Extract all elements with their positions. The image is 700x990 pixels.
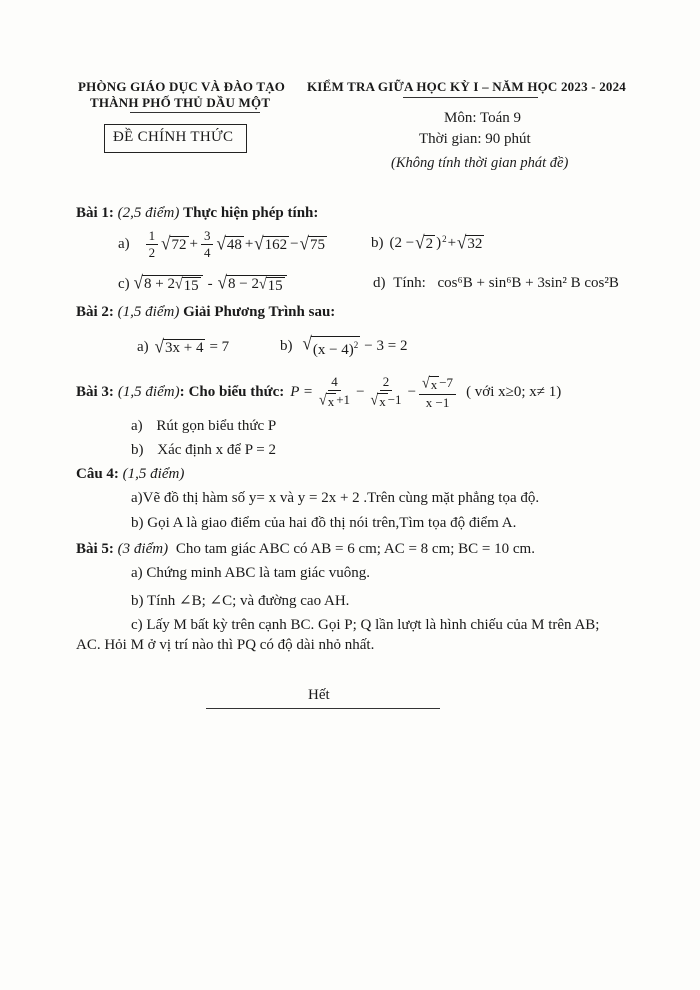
radicand: 2 <box>425 236 434 252</box>
fraction-1 <box>316 375 353 410</box>
cau4-points: (1,5 điểm) <box>122 466 185 482</box>
bai5-c-line2: AC. Hỏi M ở vị trí nào thì PQ có độ dài nhỏ nhất. <box>76 637 375 653</box>
sqrt-outer-1: √ 8 + 2 √ 15 <box>134 274 203 294</box>
denominator: 2 <box>148 244 156 260</box>
radicand-base: (x − 4) <box>312 341 354 358</box>
bai1-d-text: Tính: <box>393 275 426 291</box>
cau4-b: b) Gọi A là giao điểm của hai đồ thị nói trên,Tìm tọa độ điểm A. <box>131 515 517 531</box>
bai5-b: b) Tính ∠B; ∠C; và đường cao AH. <box>131 593 350 609</box>
bai1-a-expression <box>144 229 327 260</box>
bai2-points: (1,5 điểm) <box>117 304 180 320</box>
sqrt-15: √ 15 <box>174 276 199 294</box>
radicand: 15 <box>183 278 199 294</box>
bai1-points: (2,5 điểm) <box>117 205 180 221</box>
radicand: 72 <box>171 237 187 253</box>
radicand: 162 <box>264 237 288 253</box>
radicand: 32 <box>467 236 483 252</box>
paren-open: (2 − <box>389 234 415 251</box>
department-line-2: THÀNH PHỐ THỦ DẦU MỘT <box>90 95 271 110</box>
bai1-task: Thực hiện phép tính: <box>183 205 319 221</box>
bai2-b-label: b) <box>280 337 293 354</box>
plus-sign: + <box>244 235 254 252</box>
bai2-b <box>280 332 407 360</box>
bai3-b-text: Xác định x để P = 2 <box>157 442 276 458</box>
fraction-3 <box>419 375 456 410</box>
bai3-task: Cho biểu thức: <box>188 383 285 400</box>
cau4-a: a)Vẽ đồ thị hàm số y= x và y = 2x + 2 .Trên cùng mặt phẳng tọa độ. <box>131 490 540 506</box>
duration: Thời gian: 90 phút <box>419 131 531 147</box>
bai2-task: Giải Phương Trình sau: <box>183 304 336 320</box>
bai1-b-expression <box>390 234 485 252</box>
radicand: x <box>430 376 438 392</box>
exponent: 2 <box>353 339 359 350</box>
bai3-expression <box>290 375 458 410</box>
rhs: − 3 = 2 <box>364 337 408 354</box>
bai5-heading <box>76 541 535 558</box>
sqrt-3x-plus-4: √ 3x + 4 <box>154 336 204 357</box>
numerator: 4 <box>328 375 341 391</box>
fraction <box>146 229 159 260</box>
sqrt-15: √ 15 <box>258 276 283 294</box>
bai5-a: a) Chứng minh ABC là tam giác vuông. <box>131 565 370 581</box>
bai1-d-expression: cos⁶B + sin⁶B + 3sin² B cos²B <box>437 275 619 291</box>
bai2-title: Bài 2: <box>76 304 114 320</box>
department-line-1: PHÒNG GIÁO DỤC VÀ ĐÀO TẠO <box>78 79 286 94</box>
bai3-heading: Bài 3: (1,5 điểm) : Cho biểu thức: P = 4 √ x +1 − 2 √ x −1 − √ x −7 x −1 ( với x≥0; x≠ 1) <box>76 373 562 410</box>
bai2-a-expression <box>155 338 230 356</box>
header-underline-right <box>403 97 538 98</box>
den-tail: −1 <box>387 391 402 407</box>
bai1-b <box>371 230 484 256</box>
official-label: ĐỀ CHÍNH THỨC <box>113 129 234 145</box>
bai5-task: Cho tam giác ABC có AB = 6 cm; AC = 8 cm; BC = 10 cm. <box>175 541 535 557</box>
bai5-c-line1: c) Lấy M bất kỳ trên cạnh BC. Gọi P; Q lần lượt là hình chiếu của M trên AB; <box>131 617 600 633</box>
paren-close: ) <box>436 234 442 251</box>
radicand <box>226 275 287 294</box>
p-label: P = <box>290 383 314 400</box>
radicand: x <box>379 393 386 409</box>
num-tail: −7 <box>439 374 454 390</box>
denominator: x −1 <box>425 394 450 410</box>
bai2-b-expression <box>302 332 408 358</box>
denominator: √ x −1 <box>370 391 402 409</box>
radicand <box>142 275 203 294</box>
bai3-condition: ( với x≥0; x≠ 1) <box>466 383 562 400</box>
fraction-2 <box>368 375 405 410</box>
bai1-c-expression <box>133 271 287 294</box>
radicand-part: 8 − 2 <box>228 276 259 292</box>
bai1-c-label: c) <box>118 275 130 292</box>
fraction <box>201 229 214 260</box>
header-underline-left <box>130 112 260 113</box>
bai3-b <box>131 442 276 459</box>
exponent: 2 <box>442 234 447 244</box>
numerator: 1 <box>146 229 159 245</box>
exam-title: KIỂM TRA GIỮA HỌC KỲ I – NĂM HỌC 2023 - 2024 <box>307 79 627 94</box>
bai3-a <box>131 418 276 435</box>
denominator: 4 <box>203 244 211 260</box>
radicand: 3x + 4 <box>165 340 204 356</box>
bai1-d-label: d) <box>373 275 386 291</box>
sqrt-outer-2: √ 8 − 2 √ 15 <box>218 274 287 294</box>
minus-sign: − <box>407 383 417 400</box>
subject: Môn: Toán 9 <box>444 110 522 126</box>
bai5-title: Bài 5: <box>76 541 114 557</box>
cau4-heading <box>76 466 184 483</box>
bai1-heading <box>76 205 318 222</box>
radicand-part: 8 + 2 <box>144 276 175 292</box>
minus-sign: − <box>290 235 299 252</box>
sqrt-32: √ 32 <box>457 232 483 253</box>
bai2-a-label: a) <box>137 338 149 355</box>
sqrt-2: √ 2 <box>415 232 434 253</box>
bai1-title: Bài 1: <box>76 205 114 221</box>
bai3-a-text: Rút gọn biểu thức P <box>156 418 277 434</box>
sqrt-72: √ 72 <box>161 233 187 254</box>
bai1-a <box>118 228 327 260</box>
bai1-c <box>118 271 287 297</box>
radicand <box>311 336 360 358</box>
bai2-a <box>137 334 229 360</box>
den-tail: +1 <box>336 391 351 407</box>
minus-sign: − <box>356 383 365 400</box>
plus-sign: + <box>447 234 457 251</box>
cau4-title: Câu 4: <box>76 466 119 482</box>
sqrt-x-minus-4-squared: √ $(x - 4)^2$ <box>302 332 359 358</box>
radicand: 48 <box>226 237 242 253</box>
bai5-points: (3 điểm) <box>117 541 169 557</box>
end-mark: Hết <box>308 687 330 703</box>
bai1-d <box>373 275 619 292</box>
sqrt-162: √ 162 <box>254 233 288 254</box>
minus-sign: - <box>207 275 213 292</box>
bai3-a-label: a) <box>131 418 143 434</box>
sqrt-48: √ 48 <box>216 233 242 254</box>
end-underline <box>206 708 440 709</box>
radicand: 15 <box>267 278 283 294</box>
numerator: 3 <box>201 229 214 245</box>
bai3-points: (1,5 điểm) <box>117 383 180 400</box>
bai3-b-label: b) <box>131 442 144 458</box>
plus-sign: + <box>189 235 198 252</box>
sqrt-75: √ 75 <box>299 233 325 254</box>
bai1-b-label: b) <box>371 234 384 251</box>
numerator: 2 <box>380 375 393 391</box>
bai3-title: Bài 3: <box>76 383 114 400</box>
denominator: √ x +1 <box>319 391 351 409</box>
bai1-a-label: a) <box>118 235 130 252</box>
rhs: = 7 <box>209 338 230 355</box>
bai2-heading <box>76 304 335 321</box>
numerator: √ x −7 <box>419 375 456 395</box>
time-note: (Không tính thời gian phát đề) <box>391 155 569 171</box>
radicand: 75 <box>309 237 325 253</box>
radicand: x <box>327 393 335 409</box>
